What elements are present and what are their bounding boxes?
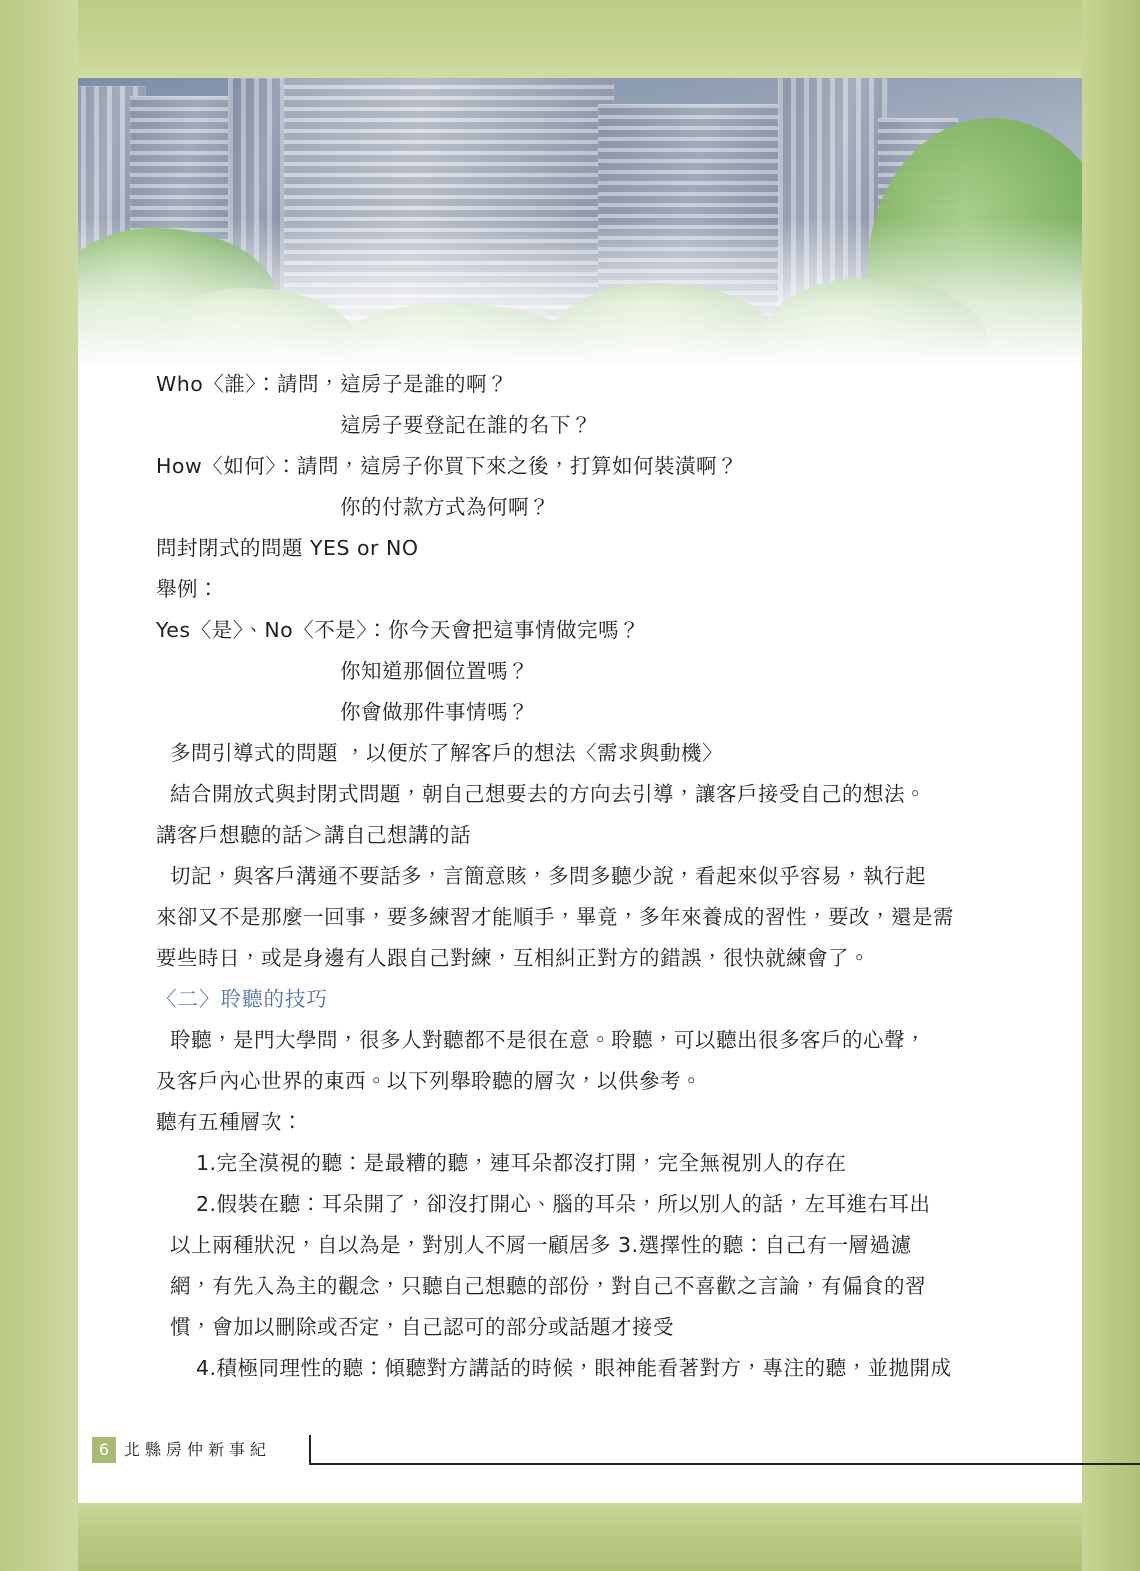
page-border-top <box>0 0 1140 78</box>
text-line: Who〈誰〉：請問，這房子是誰的啊？ <box>156 372 509 396</box>
text-line: 這房子要登記在誰的名下？ <box>340 413 592 437</box>
footer-rule <box>309 1463 1140 1465</box>
text-line: 以上兩種狀況，自以為是，對別人不屑一顧居多 3.選擇性的聽：自己有一層過濾 <box>170 1233 912 1257</box>
text-line: 聆聽，是門大學問，很多人對聽都不是很在意。聆聽，可以聽出很多客戶的心聲， <box>170 1028 926 1052</box>
text-line: 你的付款方式為何啊？ <box>340 495 550 519</box>
text-line: 你知道那個位置嗎？ <box>340 659 529 683</box>
page-border-bottom <box>0 1503 1140 1571</box>
text-line: 你會做那件事情嗎？ <box>340 700 529 724</box>
text-line: 慣，會加以刪除或否定，自己認可的部分或話題才接受 <box>170 1315 674 1339</box>
page-footer <box>78 1435 1082 1469</box>
text-line: How〈如何〉：請問，這房子你買下來之後，打算如何裝潢啊？ <box>156 454 738 478</box>
page-body-text <box>78 364 1082 1389</box>
text-line: 網，有先入為主的觀念，只聽自己想聽的部份，對自己不喜歡之言論，有偏食的習 <box>170 1274 926 1298</box>
city-building-with-trees-photo <box>78 78 1082 368</box>
text-line: 舉例： <box>156 577 219 601</box>
photo-fade-overlay <box>78 218 1082 368</box>
footer-title: 北縣房仲新事紀 <box>124 1440 272 1459</box>
list-item: 1.完全漠視的聽：是最糟的聽，連耳朵都沒打開，完全無視別人的存在 <box>196 1151 847 1175</box>
page-border-left <box>0 0 78 1571</box>
page-border-right <box>1082 0 1140 1571</box>
text-line: 多問引導式的問題 ，以便於了解客戶的想法〈需求與動機〉 <box>170 741 724 765</box>
footer-tick-mark <box>309 1435 311 1465</box>
text-line: 切記，與客戶溝通不要話多，言簡意賅，多問多聽少說，看起來似乎容易，執行起 <box>170 864 926 888</box>
text-line: 問封閉式的問題 YES or NO <box>156 536 419 560</box>
text-line: 要些時日，或是身邊有人跟自己對練，互相糾正對方的錯誤，很快就練會了。 <box>156 946 870 970</box>
text-line: 來卻又不是那麼一回事，要多練習才能順手，畢竟，多年來養成的習性，要改，還是需 <box>156 905 954 929</box>
text-line: 及客戶內心世界的東西。以下列舉聆聽的層次，以供參考。 <box>156 1069 702 1093</box>
text-line: Yes〈是〉、No〈不是〉：你今天會把這事情做完嗎？ <box>156 618 640 642</box>
page-number: 6 <box>92 1437 116 1463</box>
section-heading: 〈二〉聆聽的技巧 <box>156 987 328 1011</box>
page-sheet <box>78 78 1082 1503</box>
list-item: 4.積極同理性的聽：傾聽對方講話的時候，眼神能看著對方，專注的聽，並拋開成 <box>196 1356 952 1380</box>
list-item: 2.假裝在聽：耳朵開了，卻沒打開心、腦的耳朵，所以別人的話，左耳進右耳出 <box>196 1192 931 1216</box>
text-line: 聽有五種層次： <box>156 1110 303 1134</box>
text-line: 講客戶想聽的話＞講自己想講的話 <box>156 823 471 847</box>
text-line: 結合開放式與封閉式問題，朝自己想要去的方向去引導，讓客戶接受自己的想法。 <box>170 782 926 806</box>
